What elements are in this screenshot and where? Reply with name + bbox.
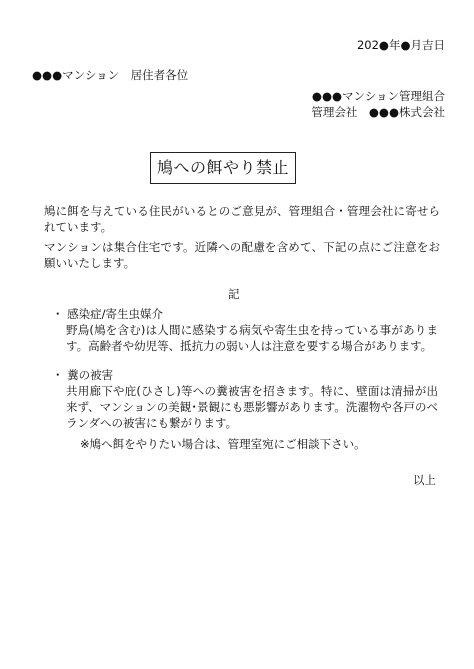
contact-note: ※鳩へ餌をやりたい場合は、管理室宛にご相談下さい。 [80, 437, 366, 451]
issuer-association: ●●●マンション管理組合 [311, 89, 445, 103]
item-heading-infection: ・ 感染症/寄生虫媒介 [52, 307, 164, 321]
addressee: ●●●マンション 居住者各位 [32, 68, 189, 82]
item-text-infection: 野鳥(鳩を含む)は人間に感染する病気や寄生虫を持っている事があります。高齢者や幼児等、抵抗力の弱い人は注意を要する場合があります。 [66, 323, 438, 353]
closing-mark: 以上 [413, 473, 436, 487]
item-heading-droppings: ・ 糞の被害 [52, 368, 114, 382]
issue-date: 202●年●月吉日 [356, 38, 445, 52]
item-text-droppings: 共用廊下や庇(ひさし)等への糞被害を招きます。特に、壁面は清掃が出来ず、マンションの美観･景観にも悪影響があります。洗濯物や各戸のベランダへの被害にも繋がります。 [66, 384, 438, 430]
request-paragraph: マンションは集合住宅です。近隣への配慮を含めて、下記の点にご注意をお願いいたします。 [44, 240, 440, 270]
intro-paragraph: 鳩に餌を与えている住民がいるとのご意見が、管理組合・管理会社に寄せられています。 [44, 204, 440, 234]
ki-heading: 記 [228, 287, 240, 301]
issuer-management-company: 管理会社 ●●●株式会社 [311, 105, 445, 119]
document-title: 鳩への餌やり禁止 [150, 152, 296, 184]
